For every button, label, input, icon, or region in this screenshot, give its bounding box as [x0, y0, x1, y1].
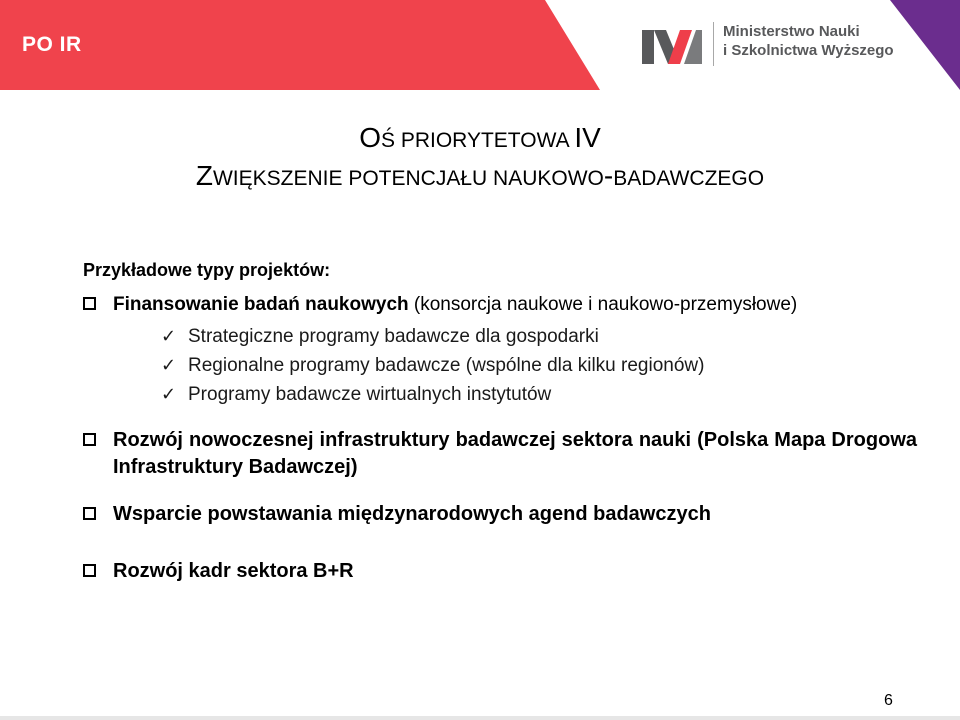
subtitle-text: WIĘKSZENIE POTENCJAŁU NAUKOWO [212, 167, 604, 190]
slide-title-line-1 [0, 118, 960, 155]
sub-list [83, 322, 917, 409]
ministry-logo [640, 22, 894, 68]
ministry-name-line-1: Ministerstwo Nauki [723, 23, 860, 40]
title-number: IV [574, 122, 601, 153]
corner-accent-shape [890, 0, 960, 90]
list-item [83, 558, 917, 585]
title-initial: O [359, 122, 381, 153]
list-item [83, 291, 917, 318]
ministry-name-line-2: i Szkolnictwa Wyższego [723, 42, 894, 59]
checkbox-bullet-icon [83, 507, 96, 520]
sub-list-item [83, 322, 917, 351]
sub-list-item-text: Regionalne programy badawcze (wspólne dla kilku regionów) [188, 355, 705, 376]
page-number: 6 [884, 692, 893, 709]
slide-content [83, 260, 917, 585]
checkmark-icon: ✓ [161, 326, 177, 346]
list-item-text: Wsparcie powstawania międzynarodowych agend badawczych [113, 503, 711, 525]
header-bar [0, 0, 960, 90]
sub-list-item-text: Strategiczne programy badawcze dla gospodarki [188, 326, 599, 347]
intro-heading: Przykładowe typy projektów: [83, 260, 331, 280]
brand-banner-shape [0, 0, 650, 90]
program-name: PO IR [22, 33, 82, 56]
list-item-rest: (konsorcja naukowe i naukowo-przemysłowe) [408, 294, 798, 315]
list-item-text: Rozwój kadr sektora B+R [113, 560, 354, 582]
sub-list-item-text: Programy badawcze wirtualnych instytutów [188, 384, 552, 405]
checkmark-icon: ✓ [161, 384, 177, 404]
checkbox-bullet-icon [83, 564, 96, 577]
sub-list-item [83, 351, 917, 380]
list-item [83, 501, 917, 528]
subtitle-text-end: BADAWCZEGO [613, 167, 765, 190]
sub-list-item [83, 380, 917, 409]
list-item-lead: Finansowanie badań naukowych [113, 294, 409, 315]
title-text: Ś PRIORYTETOWA [380, 129, 575, 152]
ministry-logo-mark-icon [640, 22, 704, 66]
checkmark-icon: ✓ [161, 355, 177, 375]
list-item [83, 427, 917, 481]
checkbox-bullet-icon [83, 433, 96, 446]
subtitle-initial: Z [195, 160, 213, 191]
checkbox-bullet-icon [83, 297, 96, 310]
list-item-text: Rozwój nowoczesnej infrastruktury badawczej sektora nauki (Polska Mapa Drogowa Infrastruktury Badawczej) [113, 429, 917, 478]
logo-divider [713, 22, 714, 66]
footer-divider [0, 716, 960, 720]
slide-title-line-2 [0, 160, 960, 192]
ministry-name [723, 22, 894, 60]
subtitle-dash: - [603, 160, 614, 191]
